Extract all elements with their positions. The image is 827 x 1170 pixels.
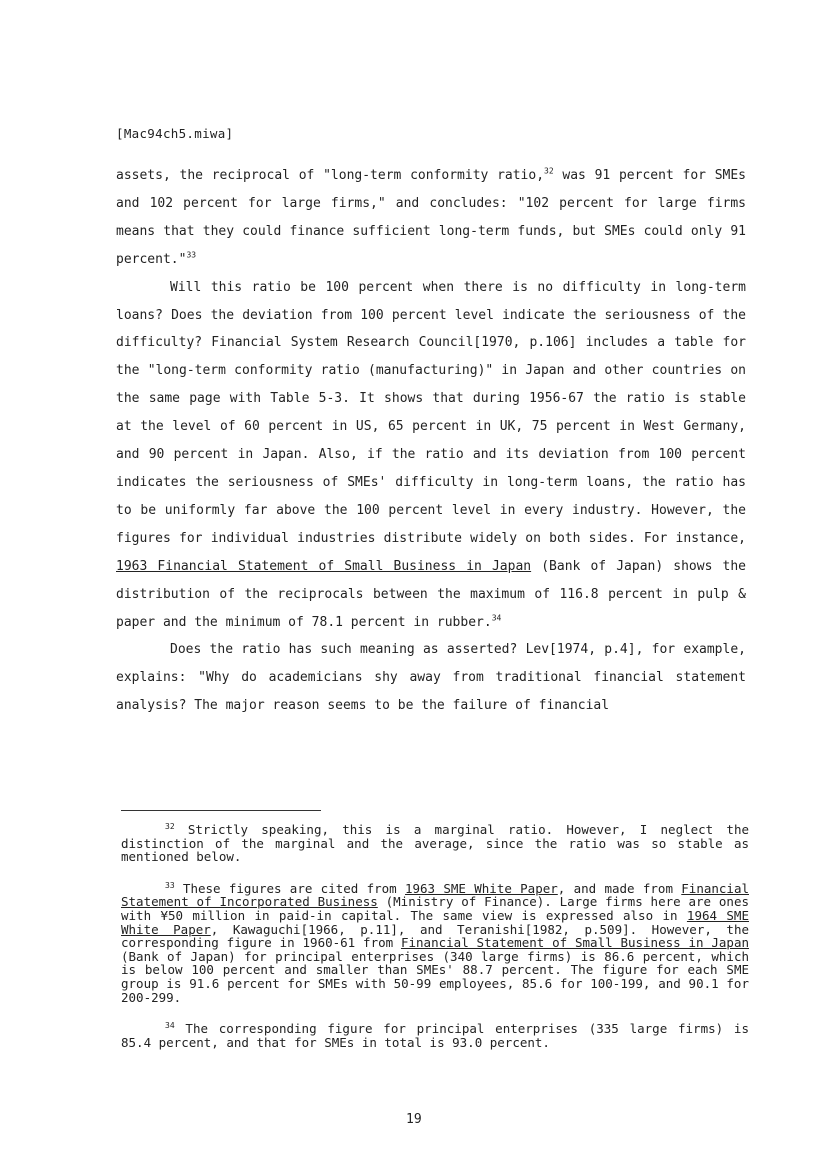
text-run: , and made from	[557, 880, 682, 896]
text-run: assets, the reciprocal of "long-term conformity ratio,	[116, 168, 545, 183]
footnote-divider	[121, 810, 321, 811]
publication-title: 1963 Financial Statement of Small Business in Japan	[116, 558, 532, 574]
text-run: Strictly speaking, this is a marginal ratio. However, I neglect the distinction of the marginal and the average, since the ratio was so stable as mentioned below.	[121, 822, 749, 865]
footnote-34	[121, 1022, 749, 1049]
text-run: (Bank of Japan) for principal enterprises (340 large firms) is 86.6 percent, which is below 100 percent and smaller than SMEs' 88.7 percent. The figure for each SME group is 91.6 percent for SMEs with 50-99 employees, 85.6 for 100-199, and 90.1 for 200-299.	[121, 948, 749, 1005]
footnote-mark: 32	[165, 821, 175, 831]
publication-title: 1964 SME White Paper	[121, 907, 749, 937]
file-header: [Mac94ch5.miwa]	[116, 126, 234, 141]
footnotes	[121, 823, 749, 1067]
paragraph-1	[116, 162, 746, 274]
paragraph-3: Does the ratio has such meaning as asserted? Lev[1974, p.4], for example, explains: "Why do academicians shy away from traditional financial statement analysis? The major reason seems to be the failure of financial	[116, 642, 746, 714]
footnote-ref: 33	[186, 250, 197, 260]
page-number: 19	[406, 1112, 422, 1127]
footnote-mark: 34	[165, 1020, 175, 1030]
publication-title: Financial Statement of Small Business in Japan	[400, 935, 749, 951]
text-run: These figures are cited from	[174, 880, 405, 896]
text-run: The corresponding figure for principal enterprises (335 large firms) is 85.4 percent, and that for SMEs in total is 93.0 percent.	[121, 1021, 749, 1050]
footnote-33	[121, 882, 749, 1004]
footnote-mark: 33	[165, 880, 175, 890]
footnote-32	[121, 823, 749, 864]
text-run: (Bank of Japan) shows the distribution of the reciprocals between the maximum of 116.8 percent in pulp & paper and the minimum of 78.1 percent in rubber.	[116, 558, 746, 630]
footnote-ref: 32	[544, 166, 554, 176]
paragraph-2	[116, 274, 746, 637]
footnote-ref: 34	[491, 613, 502, 623]
publication-title: 1963 SME White Paper	[404, 880, 558, 896]
text-run: was 91 percent for SMEs and 102 percent for large firms," and concludes: "102 percent for large firms means that they could finance sufficient long-term funds, but SMEs could only 91 percent."	[116, 168, 747, 267]
text-run: (Ministry of Finance). Large firms here are ones with ¥50 million in paid-in capital. The same view is expressed also in	[121, 894, 749, 923]
publication-title: Financial Statement of Incorporated Business	[121, 880, 749, 910]
text-run: Will this ratio be 100 percent when there is no difficulty in long-term loans? Does the deviation from 100 percent level indicate the seriousness of the difficulty? Financial System Research Council[1970, p.106] includes a table for the "long-term conformity ratio (manufacturing)" in Japan and other countries on the same page with Table 5-3. It shows that during 1956-67 the ratio is stable at the level of 60 percent in US, 65 percent in UK, 75 percent in West Germany, and 90 percent in Japan. Also, if the ratio and its deviation from 100 percent indicates the seriousness of SMEs' difficulty in long-term loans, the ratio has to be uniformly far above the 100 percent level in every industry. However, the figures for individual industries distribute widely on both sides. For instance,	[116, 279, 746, 546]
text-run: , Kawaguchi[1966, p.11], and Teranishi[1982, p.509]. However, the corresponding figure in 1960-61 from	[121, 921, 749, 951]
main-body	[116, 162, 746, 720]
